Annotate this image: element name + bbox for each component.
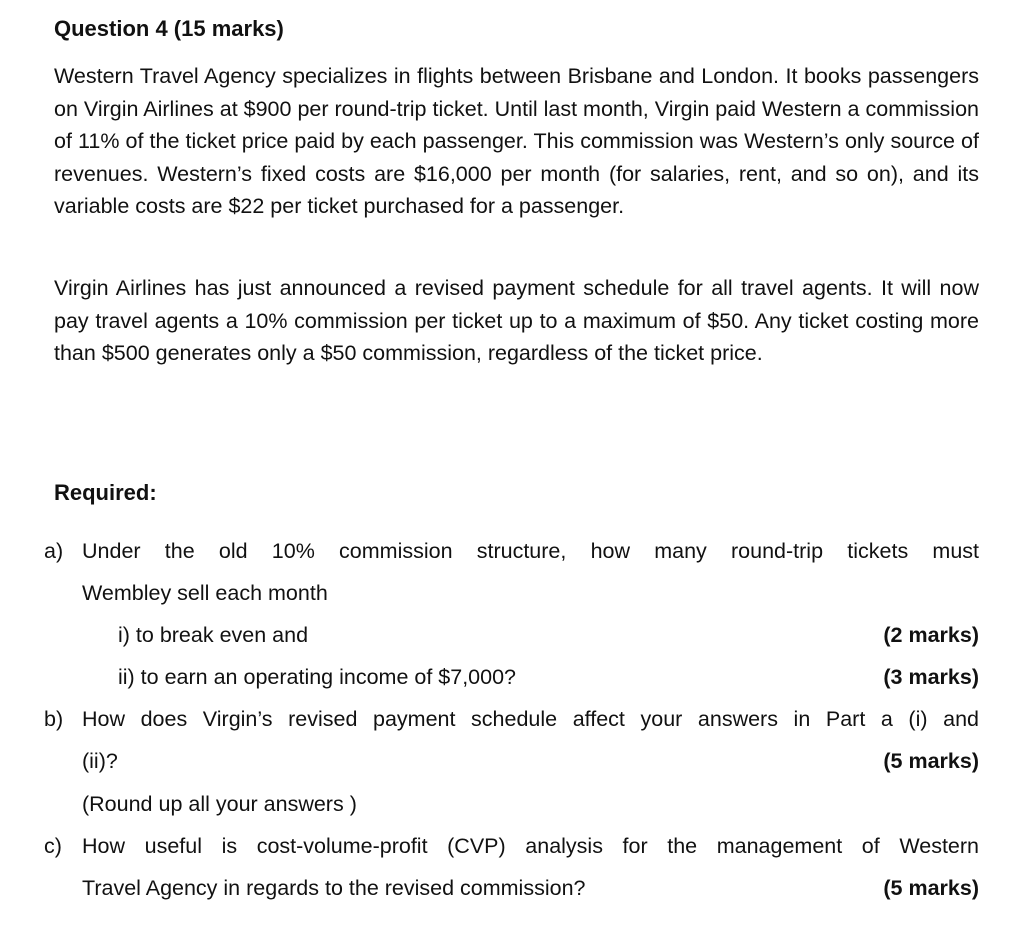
part-a-i-marks: (2 marks) [883,623,979,647]
scenario-paragraph-2: Virgin Airlines has just announced a revised payment schedule for all travel agents. It will now pay travel agents a 10% commission per ticket up to a maximum of $50. Any ticket costing more than $500 generates only a $50 commission, regardless of the ticket price. [54,276,979,365]
part-c-line-1: How useful is cost-volume-profit (CVP) analysis for the management of Western [82,834,979,858]
part-b-marks: (5 marks) [883,749,979,773]
part-b-line-2: (ii)? [82,749,118,773]
part-c-marks: (5 marks) [883,876,979,900]
part-b-line-1: How does Virgin’s revised payment schedule affect your answers in Part a (i) and [82,707,979,731]
part-b-note: (Round up all your answers ) [82,792,357,816]
part-a-i-text: i) to break even and [118,623,309,647]
part-a-line-2: Wembley sell each month [82,581,328,605]
part-c-letter: c) [44,834,62,858]
part-a-letter: a) [44,539,64,563]
part-a-ii-text: ii) to earn an operating income of $7,000? [118,665,517,689]
part-c-line-2: Travel Agency in regards to the revised commission? [82,876,586,900]
scenario-paragraph-1: Western Travel Agency specializes in flights between Brisbane and London. It books passengers on Virgin Airlines at $900 per round-trip ticket. Until last month, Virgin paid Western a commission of 11% of the ticket price paid by each passenger. This commission was Western’s only source of revenues. Western’s fixed costs are $16,000 per month (for salaries, rent, and so on), and its variable costs are $22 per ticket purchased for a passenger. [54,64,979,218]
part-a-line-1: Under the old 10% commission structure, how many round-trip tickets must [82,539,979,563]
part-a-ii-marks: (3 marks) [883,665,979,689]
question-title: Question 4 (15 marks) [54,16,284,41]
part-b-letter: b) [44,707,64,731]
required-heading: Required: [54,480,157,505]
